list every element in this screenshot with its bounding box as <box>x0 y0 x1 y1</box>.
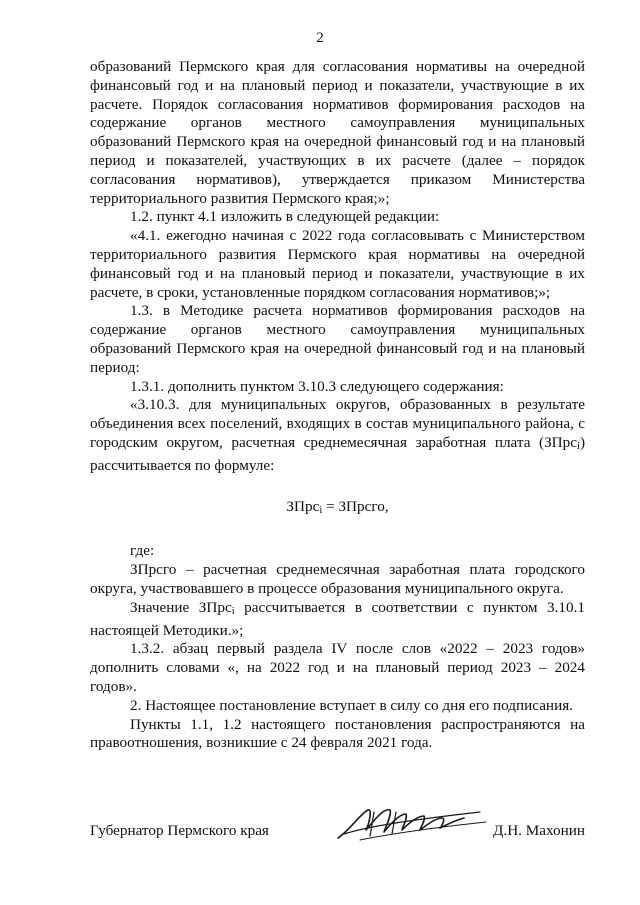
paragraph-1-3: 1.3. в Методике расчета нормативов формирования расходов на содержание органов местного самоуправления муниципальных образований Пермского края на очередной финансовый год и на плановый период: <box>90 302 585 376</box>
paragraph-3-10-3-main: «3.10.3. для муниципальных округов, образованных в результате объединения всех поселений, входящих в состав муниципального района, с городским округом, расчетная среднемесячная заработная плата (ЗПрс <box>90 396 585 451</box>
page-number: 2 <box>316 30 324 46</box>
formula <box>90 498 585 521</box>
paragraph-1-3-1: 1.3.1. дополнить пунктом 3.10.3 следующего содержания: <box>130 377 504 395</box>
paragraph-3-10-3 <box>90 396 585 475</box>
paragraph-continuation: образований Пермского края для согласования нормативы на очередной финансовый год и на плановый период и показатели, участвующие в их расчете. Порядок согласования нормативов формирования расходов на содержание органов местного самоуправления муниципальных образований Пермского края на очередной финансовый год и на плановый период и показателей, участвующих в их расчете (далее – порядок согласования нормативов), утверждается приказом Министерства территориального развития Пермского края;»; <box>90 58 585 207</box>
value-subscript: i <box>231 605 235 617</box>
formula-right: = ЗПрсго, <box>322 497 389 515</box>
paragraph-3-10-3-tail: ) рассчитывается по формуле: <box>90 433 585 474</box>
formula-subscript: i <box>319 504 323 516</box>
value-text-a: Значение ЗПрс <box>130 598 232 616</box>
paragraph-1-2: 1.2. пункт 4.1 изложить в следующей редакции: <box>130 208 440 226</box>
handwritten-signature <box>330 800 490 848</box>
subscript-i: i <box>576 440 580 452</box>
value-paragraph <box>90 599 585 641</box>
zprsgo-definition: ЗПрсго – расчетная среднемесячная заработная плата городского округа, участвовавшего в процессе образования муниципального округа. <box>90 561 585 597</box>
paragraph-effective: Пункты 1.1, 1.2 настоящего постановления распространяются на правоотношения, возникшие с 24 февраля 2021 года. <box>90 715 585 752</box>
signatory-position: Губернатор Пермского края <box>90 822 269 839</box>
value-text-b: рассчитывается в соответствии с пунктом 3.10.1 настоящей Методики.»; <box>90 598 585 639</box>
paragraph-2: 2. Настоящее постановление вступает в силу со дня его подписания. <box>130 696 573 714</box>
paragraph-1-3-2: 1.3.2. абзац первый раздела IV после слов «2022 – 2023 годов» дополнить словами «, на 2022 год и на плановый период 2023 – 2024 годов». <box>90 640 585 695</box>
signatory-name: Д.Н. Махонин <box>493 822 585 839</box>
document-body <box>90 58 585 753</box>
signature-block <box>90 818 585 848</box>
paragraph-4-1: «4.1. ежегодно начиная с 2022 года согласовывать с Министерством территориального развития Пермского края нормативы на очередной финансовый год и на плановый период и показатели, участвующие в их расчете, в сроки, установленные порядком согласования нормативов;»; <box>90 227 585 301</box>
formula-left: ЗПрс <box>286 497 320 515</box>
where-label: где: <box>130 542 155 560</box>
